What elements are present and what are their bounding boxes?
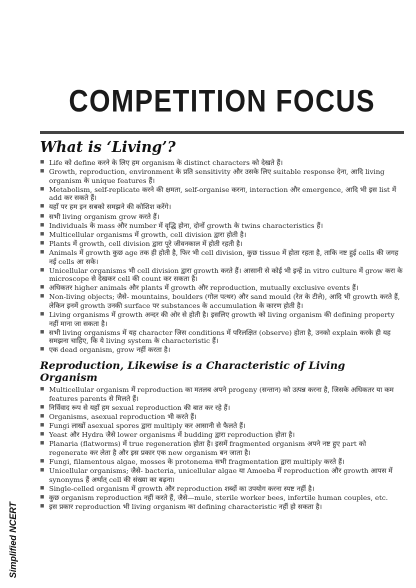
side-label <box>6 500 20 580</box>
list-item: ■ इस प्रकार reproduction भी living organism का defining characteristic नहीं हो सकता है। <box>40 503 404 512</box>
section2-heading: Reproduction, Likewise is a Characteristic of Living Organism <box>40 360 346 385</box>
list-item: ■ Plants में growth, cell division द्वारा पूरे जीवनकाल में होती रहती है। <box>40 240 404 249</box>
list-item: ■ Yeast और Hydra जैसे lower organisms में budding द्वारा reproduction होता है। <box>40 431 404 440</box>
side-label-text: Simplified NCERT <box>8 501 18 579</box>
list-item: ■ Fungi लाखों asexual spores द्वारा multiply कर आसानी से फैलते हैं। <box>40 422 404 431</box>
list-item: ■ Single-celled organism में growth और reproduction शब्दों का उपयोग करना स्पष्ट नहीं है। <box>40 485 404 494</box>
list-item: ■ Fungi, filamentous algae, mosses के protonema सभी fragmentation द्वारा multiply करते हैं। <box>40 458 404 467</box>
list-item: ■ Multicellular organism में reproduction का मतलब अपने progeny (सन्तान) को उत्पन्न करना है, जिसके अधिकतर या कम features parents से मिलते हैं। <box>40 386 404 403</box>
title-rule <box>40 131 404 134</box>
list-item: ■ Multicellular organisms में growth, cell division द्वारा होती है। <box>40 231 404 240</box>
list-item: ■ एक dead organism, grow नहीं करता है। <box>40 346 404 355</box>
list-item: ■ कुछ organism reproduction नहीं करते हैं, जैसे—mule, sterile worker bees, infertile human couples, etc. <box>40 494 404 503</box>
list-item: ■ अधिकतर higher animals और plants में growth और reproduction, mutually exclusive events हैं। <box>40 284 404 293</box>
content <box>40 0 404 512</box>
list-item: ■ Organisms, asexual reproduction भी करते हैं। <box>40 413 404 422</box>
list-item: ■ Living organisms में growth अन्दर की ओर से होती है। इसलिए growth को living organism की defining property नहीं माना जा सकता है। <box>40 311 404 328</box>
list-item: ■ Non-living objects; जैसे- mountains, boulders (गोल पत्थर) और sand mould (रेत के टीले), आदि भी growth करते हैं, लेकिन इनमें growth उनकी surface पर substances के accumulation के कारण होती है। <box>40 293 404 310</box>
list-item: ■ Individuals के mass और number में वृद्धि होना, दोनों growth के twins characteristics हैं। <box>40 222 404 231</box>
list-item: ■ Unicellular organisms भी cell division द्वारा growth करते हैं। आसानी से कोई भी इन्हें in vitro culture में grow करा के microscope से देखकर cell की count कर सकता है। <box>40 267 404 284</box>
list-item: ■ सभी living organism grow करते हैं। <box>40 213 404 222</box>
list-item: ■ Growth, reproduction, environment के प्रति sensitivity और उसके लिए suitable response देना, आदि living organism के unique features हैं। <box>40 168 404 185</box>
page-title: COMPETITION FOCUS <box>68 83 376 119</box>
list-item: ■ Planaria (flatworms) में true regeneration होता है। इसमें fragmented organism अपने नष्ट हुए part को regenerate कर लेता है और इस प्रकार एक new organism बन जाता है। <box>40 440 404 457</box>
list-item: ■ निर्विवाद रूप से यहाँ हम sexual reproduction की बात कर रहे हैं। <box>40 404 404 413</box>
section2-list <box>40 386 404 511</box>
section1-heading: What is ‘Living’? <box>40 139 176 156</box>
list-item: ■ Animals में growth कुछ age तक ही होती है, फिर भी cell division, कुछ tissue में होता रहता है, ताकि नष्ट हुई cells की जगह नई cells आ सके। <box>40 249 404 266</box>
list-item: ■ सभी living organisms में यह character जिस conditions में परिलक्षित (observe) होता है, उनको explain करके ही यह समझना चाहिए, कि ये living system के characteristic हैं। <box>40 329 404 346</box>
list-item: ■ Metabolism, self-replicate करने की क्षमता, self-organise करना, interaction और emergence, आदि भी इस list में add कर सकते हैं। <box>40 186 404 203</box>
section1-list <box>40 159 404 355</box>
list-item: ■ यहाँ पर हम इन सबको समझने की कोशिश करेंगे। <box>40 203 404 212</box>
list-item: ■ Life को define करने के लिए हम organism के distinct characters को देखते हैं। <box>40 159 404 168</box>
list-item: ■ Unicellular organisms; जैसे- bacteria, unicellular algae या Amoeba में reproduction और growth आपस में synonyms हैं अर्थात् cell की संख्या का बढ़ना। <box>40 467 404 484</box>
